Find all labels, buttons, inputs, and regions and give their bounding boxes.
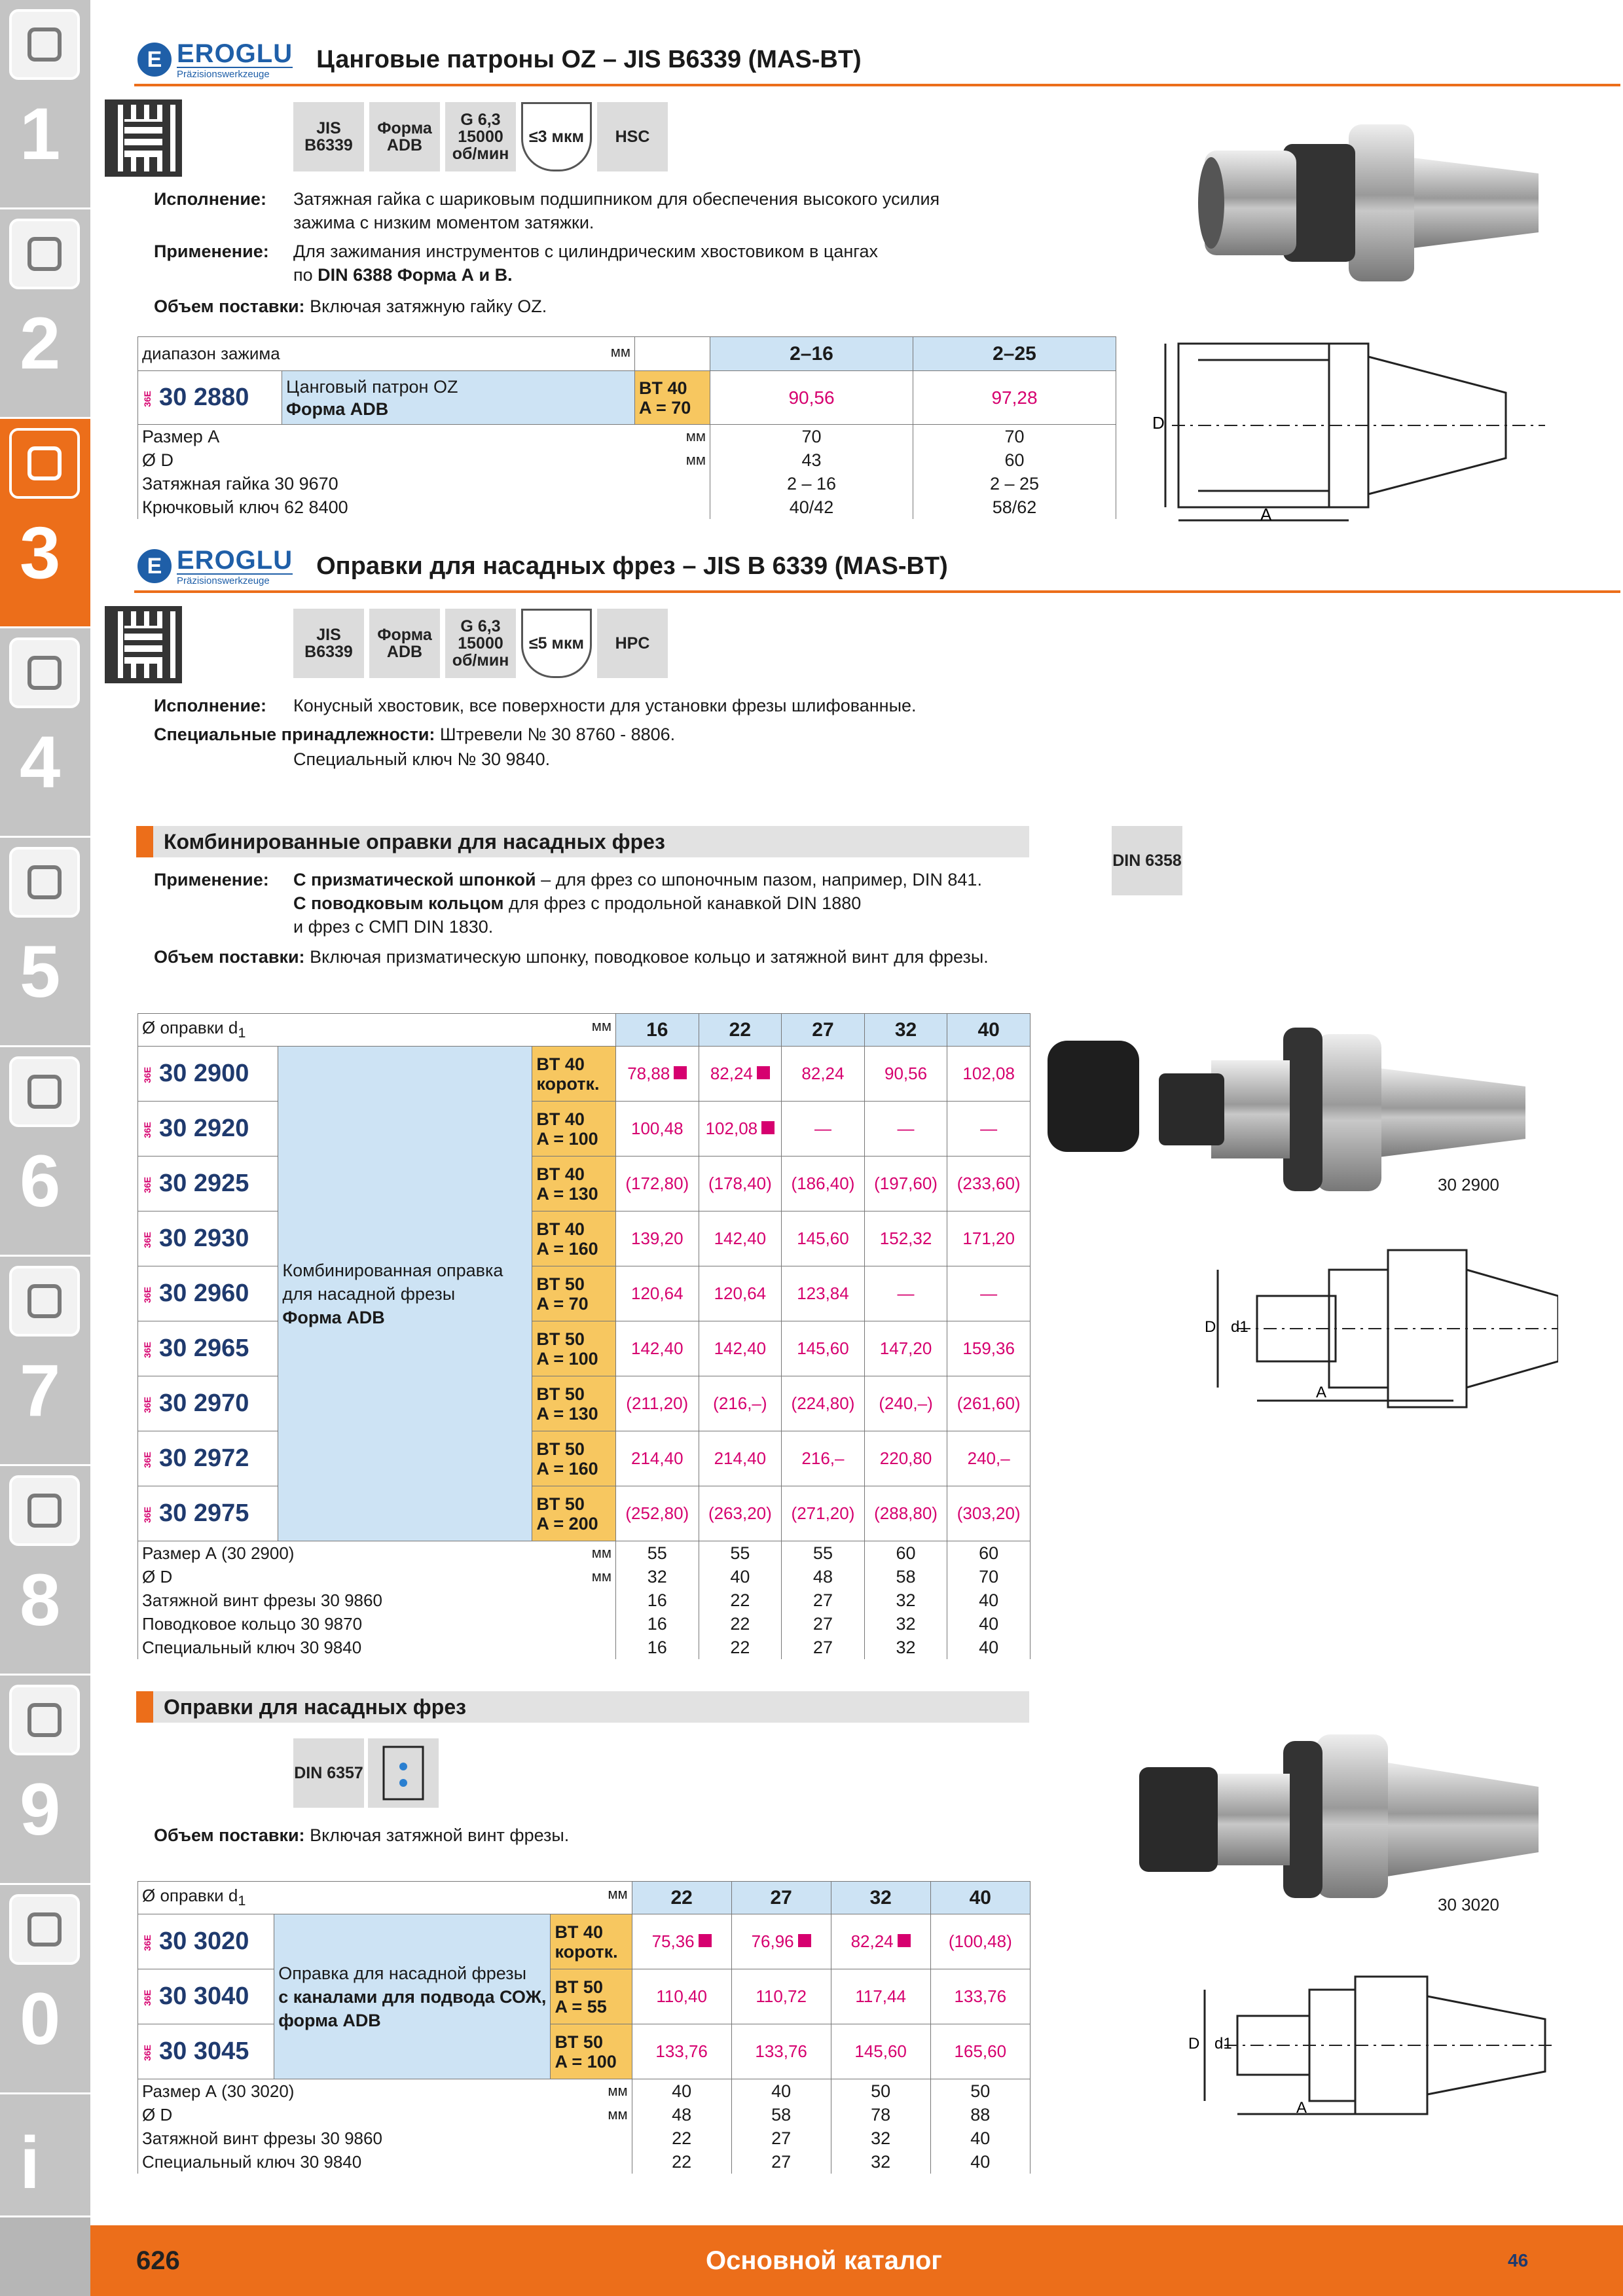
article-number: 36E 30 2965	[138, 1321, 278, 1376]
price: 142,40	[699, 1211, 782, 1266]
collet-chuck-table	[137, 336, 1116, 519]
d-label: Ø оправки $d_1$ мм	[138, 1882, 632, 1914]
toolbox-icon	[9, 1475, 80, 1546]
bt-code: BT 50 A = 55	[551, 1969, 632, 2024]
spec-label: Ø D мм	[138, 1565, 616, 1588]
article-number: 36E 30 2970	[138, 1376, 278, 1431]
spec-value: 22	[632, 2150, 731, 2174]
spec-badge: JIS B6339	[293, 102, 364, 171]
price: 152,32	[864, 1211, 947, 1266]
use-text-3: и фрез с СМП DIN 1830.	[293, 917, 494, 937]
price: 147,20	[864, 1321, 947, 1376]
spec-label: Крючковый ключ 62 8400	[138, 495, 710, 519]
use-text-2: по DIN 6388 Форма А и В.	[293, 265, 513, 285]
use-text-2: С поводковым кольцом для фрез с продольной канавкой DIN 1880	[293, 893, 862, 913]
use-label: Применение:	[154, 242, 269, 261]
price: 142,40	[699, 1321, 782, 1376]
article-row	[138, 2024, 1030, 2079]
spec-value: 58	[731, 2103, 831, 2126]
price: 78,88	[615, 1047, 699, 1102]
insert-icon	[9, 219, 80, 289]
chapter-number: 0	[20, 1978, 61, 2060]
new-marker-icon	[798, 1934, 811, 1947]
spec-value: 2 – 16	[710, 472, 913, 495]
bt-code: BT 40 коротк.	[551, 1914, 632, 1969]
spec-label: Затяжной винт фрезы 30 9860	[138, 1588, 616, 1612]
chapter-tab-8[interactable]	[0, 1466, 90, 1676]
article-number: 36E 30 3040	[138, 1969, 274, 2024]
arbor-photo	[1126, 1715, 1558, 1911]
spec-value: 27	[782, 1636, 865, 1659]
spec-row	[138, 1612, 1030, 1636]
spec-row	[138, 495, 1116, 519]
brand-name: EROGLU	[177, 39, 293, 68]
collet-desc: Цанговый патрон OZ Форма ADB	[282, 371, 635, 425]
price: 165,60	[930, 2024, 1030, 2079]
article-row	[138, 1321, 1030, 1376]
spec-value: 70	[913, 425, 1116, 449]
caliper-icon	[9, 637, 80, 708]
price: 123,84	[782, 1266, 865, 1321]
page-number: 626	[136, 2246, 180, 2275]
dim-d: D	[1188, 2035, 1200, 2053]
spec-row	[138, 2150, 1030, 2174]
chapter-tab-2[interactable]	[0, 209, 90, 419]
spec-value: 22	[699, 1636, 782, 1659]
price: 100,48	[615, 1102, 699, 1157]
spec-badge: HSC	[597, 102, 668, 171]
price: 133,76	[632, 2024, 731, 2079]
cabinet-icon	[9, 1685, 80, 1755]
price: (186,40)	[782, 1157, 865, 1211]
spec-row	[138, 2126, 1030, 2150]
dim-a: A	[1316, 1384, 1327, 1401]
arbor-subheader: Оправки для насадных фрез	[136, 1691, 1029, 1723]
din-badge: DIN 6357	[293, 1738, 364, 1808]
section2-title: Оправки для насадных фрез – JIS B 6339 (MAS-BT)	[316, 552, 948, 580]
dim-a: A	[1296, 2099, 1307, 2117]
bt-code: BT 50 A = 70	[532, 1266, 616, 1321]
spec-value: 60	[913, 448, 1116, 472]
saw-icon	[9, 847, 80, 918]
article-row	[138, 1914, 1030, 1969]
spec-row	[138, 2103, 1030, 2126]
spec-row	[138, 1636, 1030, 1659]
supply-line: Объем поставки: Включая затяжную гайку OZ.	[154, 296, 547, 316]
spec-badge: Форма ADB	[369, 609, 440, 678]
eroglu-logo-icon: E	[137, 549, 172, 583]
spec-value: 32	[831, 2150, 930, 2174]
spec-badge: G 6,3 15000 об/мин	[445, 102, 516, 171]
chapter-number: i	[20, 2122, 41, 2204]
spec-label: Ø D мм	[138, 448, 710, 472]
bt-code: BT 40 A = 130	[532, 1157, 616, 1211]
spec-label: Ø D мм	[138, 2103, 632, 2126]
eroglu-logo	[137, 41, 293, 79]
bt-code: BT 50 A = 130	[532, 1376, 616, 1431]
article-number: 36E 30 2975	[138, 1486, 278, 1541]
photo-caption: 30 3020	[1438, 1895, 1499, 1914]
spec-value: 70	[710, 425, 913, 449]
article-row	[138, 1431, 1030, 1486]
article-row	[138, 1266, 1030, 1321]
acc-text-2: Специальный ключ № 30 9840.	[293, 749, 551, 769]
price: (100,48)	[930, 1914, 1030, 1969]
article-number: 36E 30 2972	[138, 1431, 278, 1486]
spec-value: 40/42	[710, 495, 913, 519]
price: —	[864, 1266, 947, 1321]
new-marker-icon	[757, 1066, 770, 1079]
article-302880: 36E 30 2880	[138, 371, 282, 425]
new-marker-icon	[761, 1121, 775, 1134]
catalog-number: 46	[1508, 2250, 1529, 2270]
spec-value: 55	[699, 1541, 782, 1566]
price: 214,40	[615, 1431, 699, 1486]
price: (197,60)	[864, 1157, 947, 1211]
spec-value: 16	[615, 1588, 699, 1612]
spec-value: 40	[947, 1636, 1030, 1659]
price: 120,64	[699, 1266, 782, 1321]
chapter-number: 7	[20, 1350, 61, 1431]
spec-value: 40	[632, 2079, 731, 2104]
qr-code-icon[interactable]	[105, 606, 182, 683]
spec-badge: Форма ADB	[369, 102, 440, 171]
exec-label: Исполнение:	[154, 189, 266, 209]
price: 117,44	[831, 1969, 930, 2024]
use-text: Для зажимания инструментов с цилиндрическим хвостовиком в цангах	[293, 242, 879, 261]
spec-value: 43	[710, 448, 913, 472]
chapter-number: 5	[20, 931, 61, 1013]
spec-row	[138, 1565, 1030, 1588]
spec-badge: G 6,3 15000 об/мин	[445, 609, 516, 678]
spec-label: Поводковое кольцо 30 9870	[138, 1612, 616, 1636]
spec-label: Затяжной винт фрезы 30 9860	[138, 2126, 632, 2150]
col-2-25: 2–25	[913, 337, 1116, 371]
spec-value: 58	[864, 1565, 947, 1588]
price: 145,60	[782, 1211, 865, 1266]
price: 142,40	[615, 1321, 699, 1376]
combo-subheader: Комбинированные оправки для насадных фрез	[136, 826, 1029, 857]
article-row	[138, 1157, 1030, 1211]
chapter-sidebar	[0, 0, 90, 2296]
price: 145,60	[782, 1321, 865, 1376]
range-label: диапазон зажима мм	[138, 337, 635, 371]
article-number: 36E 30 2920	[138, 1102, 278, 1157]
spec-value: 32	[864, 1588, 947, 1612]
article-row	[138, 1376, 1030, 1431]
bt-code: BT 50 A = 200	[532, 1486, 616, 1541]
dim-d1: d1	[1214, 2035, 1232, 2053]
price: 139,20	[615, 1211, 699, 1266]
price: 97,28	[913, 371, 1116, 425]
article-desc: Оправка для насадной фрезы с каналами для подвода СОЖ, форма ADB	[274, 1914, 551, 2079]
spec-value: 88	[930, 2103, 1030, 2126]
eroglu-logo-icon: E	[137, 43, 172, 77]
acc-line: Специальные принадлежности: Штревели № 30 8760 - 8806.	[154, 725, 676, 744]
divider	[134, 590, 1620, 593]
article-row	[138, 1102, 1030, 1157]
spec-value: 22	[699, 1588, 782, 1612]
chapter-tab-i[interactable]	[0, 2094, 90, 2217]
price: 82,24	[782, 1047, 865, 1102]
spec-row	[138, 1541, 1030, 1566]
supply-line: Объем поставки: Включая затяжной винт фрезы.	[154, 1825, 570, 1845]
spec-row	[138, 472, 1116, 495]
safety-glasses-icon	[9, 1894, 80, 1965]
spec-value: 40	[947, 1612, 1030, 1636]
price: (178,40)	[699, 1157, 782, 1211]
price: 171,20	[947, 1211, 1030, 1266]
spec-value: 16	[615, 1612, 699, 1636]
spec-badge: ≤3 мкм	[521, 102, 592, 171]
spec-value: 55	[615, 1541, 699, 1566]
article-number: 36E 30 2925	[138, 1157, 278, 1211]
chapter-tab-9[interactable]	[0, 1676, 90, 1885]
chapter-number: 6	[20, 1140, 61, 1222]
eroglu-logo: E EROGLU Präzisionswerkzeuge	[137, 547, 293, 586]
spec-label: Специальный ключ 30 9840	[138, 2150, 632, 2174]
price: 240,–	[947, 1431, 1030, 1486]
price: 82,24	[699, 1047, 782, 1102]
price: (240,–)	[864, 1376, 947, 1431]
chapter-number: 3	[20, 512, 61, 594]
bt-code: BT 40 A = 70	[635, 371, 710, 425]
use-label: Применение:	[154, 870, 269, 889]
spec-value: 40	[699, 1565, 782, 1588]
price: —	[947, 1102, 1030, 1157]
dim-a: A	[1260, 505, 1272, 524]
chapter-tab-1[interactable]	[0, 0, 90, 209]
spec-value: 40	[930, 2126, 1030, 2150]
price: 90,56	[864, 1047, 947, 1102]
price: 76,96	[731, 1914, 831, 1969]
spec-value: 22	[632, 2126, 731, 2150]
price: 102,08	[947, 1047, 1030, 1102]
price: 145,60	[831, 2024, 930, 2079]
price: (261,60)	[947, 1376, 1030, 1431]
spec-value: 40	[947, 1588, 1030, 1612]
pliers-icon	[9, 1266, 80, 1336]
spec-value: 27	[782, 1612, 865, 1636]
spec-value: 2 – 25	[913, 472, 1116, 495]
price: 90,56	[710, 371, 913, 425]
chapter-tab-3[interactable]	[0, 419, 90, 628]
combo-arbor-drawing	[1126, 1244, 1558, 1427]
new-marker-icon	[898, 1934, 911, 1947]
dim-d: D	[1205, 1318, 1216, 1336]
spec-value: 32	[864, 1612, 947, 1636]
chapter-tab-4[interactable]	[0, 628, 90, 838]
spec-label: Затяжная гайка 30 9670	[138, 472, 710, 495]
price: (224,80)	[782, 1376, 865, 1431]
spec-value: 22	[699, 1612, 782, 1636]
article-row	[138, 1047, 1030, 1102]
d-label: Ø оправки $d_1$ мм	[138, 1014, 616, 1047]
price: (263,20)	[699, 1486, 782, 1541]
spec-row	[138, 425, 1116, 449]
dim-d: D	[1152, 413, 1165, 433]
article-number: 36E 30 3045	[138, 2024, 274, 2079]
price: 120,64	[615, 1266, 699, 1321]
spec-label: Размер А мм	[138, 425, 710, 449]
page-footer	[90, 2225, 1623, 2296]
spec-value: 32	[864, 1636, 947, 1659]
spec-label: Размер А (30 2900) мм	[138, 1541, 616, 1566]
spec-row	[138, 448, 1116, 472]
price: (288,80)	[864, 1486, 947, 1541]
article-number: 36E 30 3020	[138, 1914, 274, 1969]
bt-code: BT 40 A = 160	[532, 1211, 616, 1266]
bt-code: BT 40 A = 100	[532, 1102, 616, 1157]
article-number: 36E 30 2900	[138, 1047, 278, 1102]
spec-row	[138, 2079, 1030, 2104]
bt-code: BT 50 A = 160	[532, 1431, 616, 1486]
article-row	[138, 1969, 1030, 2024]
exec-text-2: зажима с низким моментом затяжки.	[293, 213, 594, 232]
price: 159,36	[947, 1321, 1030, 1376]
catalog-title: Основной каталог	[706, 2246, 942, 2275]
collet-chuck-photo	[1185, 111, 1552, 295]
wrench-icon	[9, 1056, 80, 1127]
chapter-number: 8	[20, 1559, 61, 1641]
article-row	[138, 1211, 1030, 1266]
price: (172,80)	[615, 1157, 699, 1211]
din-badge: DIN 6358	[1112, 826, 1182, 895]
article-number: 36E 30 2960	[138, 1266, 278, 1321]
chapter-number: 1	[20, 93, 61, 175]
spec-value: 40	[731, 2079, 831, 2104]
chapter-tab-7[interactable]	[0, 1257, 90, 1466]
price: (252,80)	[615, 1486, 699, 1541]
divider	[134, 84, 1620, 86]
spec-badge: ≤5 мкм	[521, 609, 592, 678]
article-number: 36E 30 2930	[138, 1211, 278, 1266]
spec-value: 50	[831, 2079, 930, 2104]
spec-badge: HPC	[597, 609, 668, 678]
spec-value: 32	[615, 1565, 699, 1588]
spec-label: Специальный ключ 30 9840	[138, 1636, 616, 1659]
price: 110,40	[632, 1969, 731, 2024]
spec-value: 16	[615, 1636, 699, 1659]
price: 110,72	[731, 1969, 831, 2024]
spec-value: 60	[864, 1541, 947, 1566]
spec-value: 40	[930, 2150, 1030, 2174]
col-2-16: 2–16	[710, 337, 913, 371]
chapter-number: 2	[20, 302, 61, 384]
price: 82,24	[831, 1914, 930, 1969]
supply-line: Объем поставки: Включая призматическую шпонку, поводковое кольцо и затяжной винт для фрезы.	[154, 947, 989, 967]
arbor-table: Ø оправки $d_1$ мм 22 27 32 40 36E 30 3020 Оправка для насадной фрезы с каналами для подвода СОЖ, форма ADB BT 40 коротк. 75,36 76,96 82,24 (100,48) 36E 30 3040 BT 50 A = 55 110,40 110,72 117,44 133,76 36E 30 3045 BT 50 A = 100 133,76 133,76 145,60 165,60 Размер А (30 3020) мм 40 40 50 50 Ø D мм 48 58 78 88 Затяжной винт фрезы 30 9860 22 27 32 40 Специальный ключ 30 9840 22 27 32 40	[137, 1881, 1030, 2174]
price: (303,20)	[947, 1486, 1030, 1541]
spec-value: 27	[782, 1588, 865, 1612]
price: 214,40	[699, 1431, 782, 1486]
new-marker-icon	[674, 1066, 687, 1079]
spec-value: 48	[782, 1565, 865, 1588]
photo-caption: 30 2900	[1438, 1175, 1499, 1194]
spec-value: 70	[947, 1565, 1030, 1588]
exec-text: Затяжная гайка с шариковым подшипником для обеспечения высокого усилия	[293, 189, 940, 209]
spec-label: Размер А (30 3020) мм	[138, 2079, 632, 2104]
bt-code: BT 40 коротк.	[532, 1047, 616, 1102]
article-desc: Комбинированная оправка для насадной фрезы Форма ADB	[278, 1047, 532, 1541]
brand-sub: Präzisionswerkzeuge	[177, 67, 293, 79]
spec-value: 58/62	[913, 495, 1116, 519]
spec-value: 27	[731, 2150, 831, 2174]
price: (271,20)	[782, 1486, 865, 1541]
price: 133,76	[930, 1969, 1030, 2024]
collet-chuck-drawing	[1152, 331, 1571, 527]
arbor-drawing	[1152, 1970, 1558, 2127]
price: —	[782, 1102, 865, 1157]
chapter-tab-0[interactable]	[0, 1885, 90, 2094]
chapter-number: 9	[20, 1768, 61, 1850]
price: (233,60)	[947, 1157, 1030, 1211]
bt-code: BT 50 A = 100	[532, 1321, 616, 1376]
price: —	[947, 1266, 1030, 1321]
price: 133,76	[731, 2024, 831, 2079]
price: (211,20)	[615, 1376, 699, 1431]
section2-header	[137, 541, 948, 592]
drill-icon	[9, 9, 80, 80]
spec-badge: JIS B6339	[293, 609, 364, 678]
spec-value: 48	[632, 2103, 731, 2126]
combo-arbor-table: Ø оправки $d_1$ мм 16 22 27 32 40 36E 30 2900 Комбинированная оправка для насадной фрезы Форма ADB BT 40 коротк. 78,88 82,24 82,24 90,56 102,08 36E 30 2920 BT 40 A = 100 100,48 102,08 — — — 36E 30 2925 BT 40 A = 130 (172,80) (178,40) (186,40) (197,60) (233,60) 36E 30 2930 BT 40 A = 160 139,20 142,40 145,60 152,32 171,20 36E 30 2960 BT 50 A = 70 120,64 120,64 123,84 — — 36E 30 2965 BT 50 A = 100 142,40 142,40 145,60 147,20 159,36 36E 30 2970 BT 50 A = 130 (211,20) (216,–) (224,80) (240,–) (261,60) 36E 30 2972 BT 50 A = 160 214,40 214,40 216,– 220,80 240,– 36E 30 2975 BT 50 A = 200 (252,80) (263,20) (271,20) (288,80) (303,20) Размер А (30 2900) мм 55 55 55 60 60 Ø D мм 32 40 48 58 70 Затяжной винт фрезы 30 9860 16 22 27 32 40 Поводковое кольцо 30 9870 16 22 27 32 40 Специальный ключ 30 9840 16 22 27 32 40	[137, 1013, 1030, 1659]
use-text: С призматической шпонкой – для фрез со шпоночным пазом, например, DIN 841.	[293, 870, 982, 889]
chapter-tab-5[interactable]	[0, 838, 90, 1047]
price: 102,08	[699, 1102, 782, 1157]
section1-header	[137, 34, 862, 85]
toolholder-icon	[9, 428, 80, 499]
chapter-tab-6[interactable]	[0, 1047, 90, 1257]
dim-d1: d1	[1231, 1318, 1249, 1336]
qr-code-icon[interactable]	[105, 99, 182, 177]
exec-text: Конусный хвостовик, все поверхности для установки фрезы шлифованные.	[293, 696, 917, 715]
article-row	[138, 1486, 1030, 1541]
bt-code: BT 50 A = 100	[551, 2024, 632, 2079]
price: 220,80	[864, 1431, 947, 1486]
spec-value: 55	[782, 1541, 865, 1566]
spec-row	[138, 1588, 1030, 1612]
spec-value: 27	[731, 2126, 831, 2150]
spec-value: 60	[947, 1541, 1030, 1566]
spec-value: 50	[930, 2079, 1030, 2104]
price: (216,–)	[699, 1376, 782, 1431]
price: 75,36	[632, 1914, 731, 1969]
spec-value: 78	[831, 2103, 930, 2126]
coolant-channel-icon	[368, 1738, 439, 1808]
price: —	[864, 1102, 947, 1157]
section1-title: Цанговые патроны OZ – JIS B6339 (MAS-BT)	[316, 45, 862, 73]
exec-label: Исполнение:	[154, 696, 266, 715]
price: 216,–	[782, 1431, 865, 1486]
chapter-number: 4	[20, 721, 61, 803]
new-marker-icon	[699, 1934, 712, 1947]
spec-value: 32	[831, 2126, 930, 2150]
